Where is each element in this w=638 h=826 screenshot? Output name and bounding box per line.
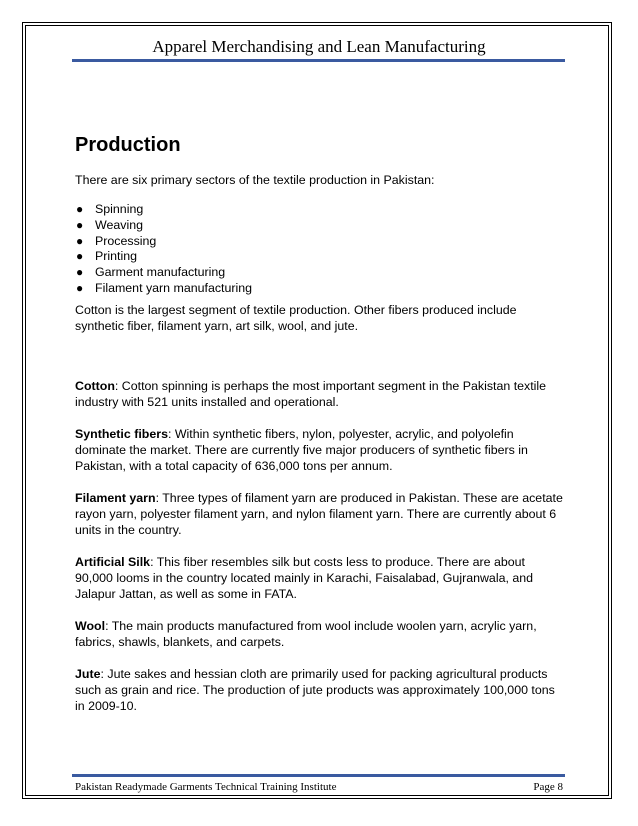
list-item [75, 249, 565, 265]
list-item-text: Weaving [95, 217, 143, 232]
list-item [75, 265, 565, 281]
bullet-icon: ● [76, 217, 84, 232]
sector-bullet-list [75, 202, 565, 297]
sector-text: : The main products manufactured from wool include woolen yarn, acrylic yarn, fabrics, shawls, blankets, and carpets. [75, 618, 537, 649]
bullet-icon: ● [76, 249, 84, 264]
summary-paragraph: Cotton is the largest segment of textile production. Other fibers produced include synthetic fiber, filament yarn, art silk, wool, and jute. [75, 302, 517, 333]
sector-text: : This fiber resembles silk but costs less to produce. There are about 90,000 looms in the country located mainly in Karachi, Faisalabad, Gujranwala, and Jalapur Jattan, as well as some in FATA. [75, 554, 534, 601]
footer-divider [72, 774, 565, 777]
footer-institute: Pakistan Readymade Garments Technical Training Institute [75, 781, 337, 793]
list-item [75, 202, 565, 218]
page-number: Page 8 [533, 781, 563, 793]
list-item-text: Printing [95, 249, 138, 264]
sector-paragraph-jute [75, 666, 565, 714]
header-title: Apparel Merchandising and Lean Manufacturing [152, 37, 486, 56]
sector-paragraph-cotton [75, 378, 565, 410]
sector-paragraph-filament-yarn [75, 490, 565, 538]
sector-paragraph-artificial-silk [75, 554, 565, 602]
sector-paragraph-synthetic-fibers [75, 426, 565, 474]
sector-term: Synthetic fibers [75, 426, 168, 441]
sector-text: : Jute sakes and hessian cloth are primarily used for packing agricultural products such as grain and rice. The production of jute products was approximately 100,000 tons in 2009-10. [75, 666, 555, 713]
sector-text: : Three types of filament yarn are produced in Pakistan. These are acetate rayon yarn, polyester filament yarn, and nylon filament yarn. There are currently about 6 units in the country. [75, 490, 563, 537]
bullet-icon: ● [76, 233, 84, 248]
sector-term: Filament yarn [75, 490, 156, 505]
list-item [75, 281, 565, 297]
list-item-text: Processing [95, 233, 157, 248]
list-item-text: Spinning [95, 202, 144, 216]
bullet-icon: ● [76, 280, 84, 295]
sector-term: Artificial Silk [75, 554, 151, 569]
list-item-text: Garment manufacturing [95, 265, 226, 280]
sector-term: Cotton [75, 378, 115, 393]
list-item [75, 234, 565, 250]
header-divider [72, 59, 565, 62]
sector-term: Wool [75, 618, 106, 633]
list-item [75, 218, 565, 234]
bullet-icon: ● [76, 265, 84, 280]
page-content [75, 132, 565, 730]
bullet-icon: ● [76, 202, 84, 216]
intro-paragraph: There are six primary sectors of the textile production in Pakistan: [75, 173, 435, 187]
list-item-text: Filament yarn manufacturing [95, 280, 253, 295]
sector-text: : Cotton spinning is perhaps the most important segment in the Pakistan textile industry with 521 units installed and operational. [75, 378, 547, 409]
sector-paragraph-wool [75, 618, 565, 650]
section-heading: Production [75, 134, 181, 156]
sector-text: : Within synthetic fibers, nylon, polyester, acrylic, and polyolefin dominate the market. There are currently five major producers of synthetic fibers in Pakistan, with a total capacity of 636,000 tons per annum. [75, 426, 528, 473]
sector-term: Jute [75, 666, 101, 681]
